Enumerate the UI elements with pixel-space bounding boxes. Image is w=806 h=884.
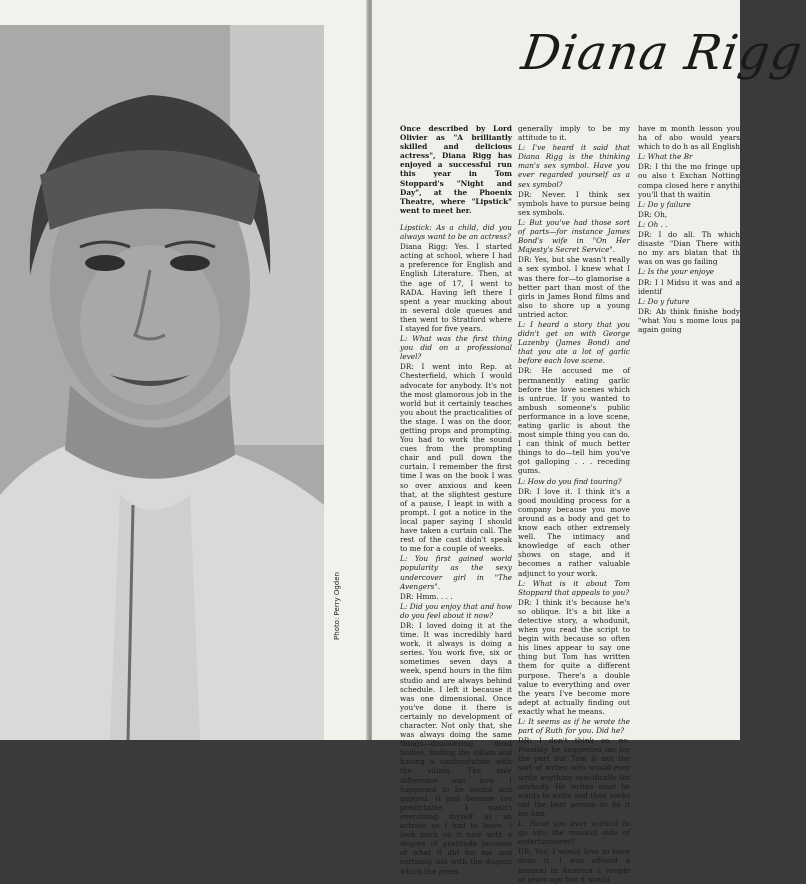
text-column-3 <box>638 124 740 734</box>
interview-answer: DR: I think it's because he's so oblique. It's a bit like a detective story, a whodunit, when you read the script to begin with because so often his lines appear to say one thing but Tom has written them for quite a different purpose. There's a double value to everything and over the years I've become more adept at actually finding out exactly what he means. <box>518 597 630 716</box>
article-intro: Once described by Lord Olivier as "A brilliantly skilled and delicious actress", Diana Rigg has enjoyed a successful run this year in Tom Stoppard's "Night and Day", at the Phoenix Theatre, where "Lipstick" went to meet her. <box>400 124 512 215</box>
interview-answer: generally imply to be my attitude to it. <box>518 124 630 143</box>
interview-question: L: What the Br <box>638 152 693 162</box>
interview-question: L: Do y future <box>638 296 690 306</box>
interview-answer: DR: I loved doing it at the time. It was incredibly hard work, it always is doing a series. You work five, six or sometimes seven days a week, spend hours in the film studio and are always behind schedule. I left it because it was one dimensional. Once you've done it there is certainly no development of character. Not only that, she was always doing the same things—discovering dead bodies, finding the villain and having a confrontation with the villain. The only difference was how I happened to be bound and gagged. It just became too predictable. I wasn't exercising myself as an actress so I had to leave. I look back on it now with a degree of gratitude because of what it did for me and certainly not with the disgust which the press <box>400 620 512 876</box>
interview-answer: DR: Yes, but she wasn't really a sex symbol. I knew what I was there for—to glamorise a better part than most of the girls in James Bond films and also to shore up a young untried actor. <box>518 255 630 319</box>
interview-question: L: What was the first thing you did on a professional level? <box>400 334 512 362</box>
column-2-body <box>518 124 630 884</box>
interview-answer: DR: Hmm. . . . <box>400 591 453 601</box>
portrait-illustration <box>0 25 324 740</box>
interview-question: L: Do y failure <box>638 199 691 209</box>
interview-question: L: What is it about Tom Stoppard that appeals to you? <box>518 578 630 597</box>
interview-answer: DR: Never. I think sex symbols have to pursue being sex symbols. <box>518 189 630 217</box>
column-1-body <box>400 223 512 876</box>
interview-question: L: It seems as if he wrote the part of Ruth for you. Did he? <box>518 717 630 736</box>
article-title: Diana Rigg <box>518 25 806 81</box>
interview-answer: DR: He accused me of permanently eating garlic before the love scenes which is untrue. If you wanted to ambush someone's public performance in a love scene, eating garlic is about the most simple thing you can do. I can think of much better things to do—tell him you've got galloping . . . receding gums. <box>518 366 630 476</box>
interview-answer: DR: I do all. Th which disaste "Dian There with no my ars blatan that th was on was go failing <box>638 230 740 267</box>
interview-answer: DR: I love it. I think it's a good moulding process for a company because you move around as a body and get to know each other extremely well. The intimacy and knowledge of each other shows on stage, and it becomes a rather valuable adjunct to your work. <box>518 486 630 578</box>
interview-question: L: Is the your enjoye <box>638 267 714 277</box>
photo-credit: Photo: Perry Ogden <box>333 572 341 640</box>
text-column-1 <box>400 124 512 876</box>
interview-answer: Diana Rigg: Yes. I started acting at school, where I had a preference for English and English Literature. Then, at the age of 17, I went to RADA. Having left there I spent a year mucking about in several dole queues and then went to Stratford where I stayed for five years. <box>400 242 512 333</box>
left-page <box>0 0 368 740</box>
text-column-2 <box>518 124 630 884</box>
interview-answer: DR: I don't think so, no. Possibly he suggested me for the part but Tom is not the sort of writer who would ever write anything specifically for anybody. He writes what he wants to write and then seeks out the best person to do it for him. <box>518 736 630 818</box>
interview-question: L: You first gained world popularity as the sexy undercover girl in "The Avengers". <box>400 554 512 591</box>
column-3-body <box>638 124 740 334</box>
interview-question: L: How do you find touring? <box>518 476 622 486</box>
interview-answer: DR: Yes, I would love to have done it. I was offered a musical in America a couple of years ago but it would <box>518 847 630 884</box>
right-page <box>372 0 806 884</box>
interview-question: L: I've heard it said that Diana Rigg is the thinking man's sex symbol. Have you ever regarded yourself as a sex symbol? <box>518 143 630 189</box>
interview-answer: DR: I went into Rep. at Chesterfield, which I would advocate for anybody. It's not the most glamorous job in the world but it certainly teaches you about the practicalities of the stage. I was on the door, getting props and prompting. You had to work the sound cues from the prompting chair and pull down the curtain. I remember the first time I was on the book I was so over anxious and keen that, at the slightest gesture of a pause, I leapt in with a prompt. I got a notice in the local paper saying I should have taken a curtain call. The rest of the cast didn't speak to me for a couple of weeks. <box>400 362 512 554</box>
interview-answer: DR: Oh, <box>638 209 668 219</box>
interview-question: L: Have you ever wanted to go into the musical side of entertainment? <box>518 819 630 847</box>
interview-answer: DR: I l Midsu it was and a identif <box>638 277 740 296</box>
interview-answer: DR: I thi the mo fringe up ou also t Exchan Notting compa closed here r anythi you'll that th waitin <box>638 162 740 199</box>
portrait-photo <box>0 25 324 740</box>
interview-question: L: Did you enjoy that and how do you feel about it now? <box>400 601 512 620</box>
interview-question: Lipstick: As a child, did you always want to be an actress? <box>400 222 512 242</box>
interview-question: L: I heard a story that you didn't get on with George Lazenby (James Bond) and that you ate a lot of garlic before each love scene. <box>518 319 630 366</box>
interview-answer: have m month lesson you ha of abo would years which to do h as all English <box>638 124 740 152</box>
interview-answer: DR: Ab think finishe body "what You s mome lous pa again going <box>638 306 740 334</box>
interview-question: L: Oh . . <box>638 219 668 229</box>
interview-question: L: But you've had those sort of parts—for instance James Bond's wife in "On Her Majesty's Secret Service". <box>518 217 630 255</box>
